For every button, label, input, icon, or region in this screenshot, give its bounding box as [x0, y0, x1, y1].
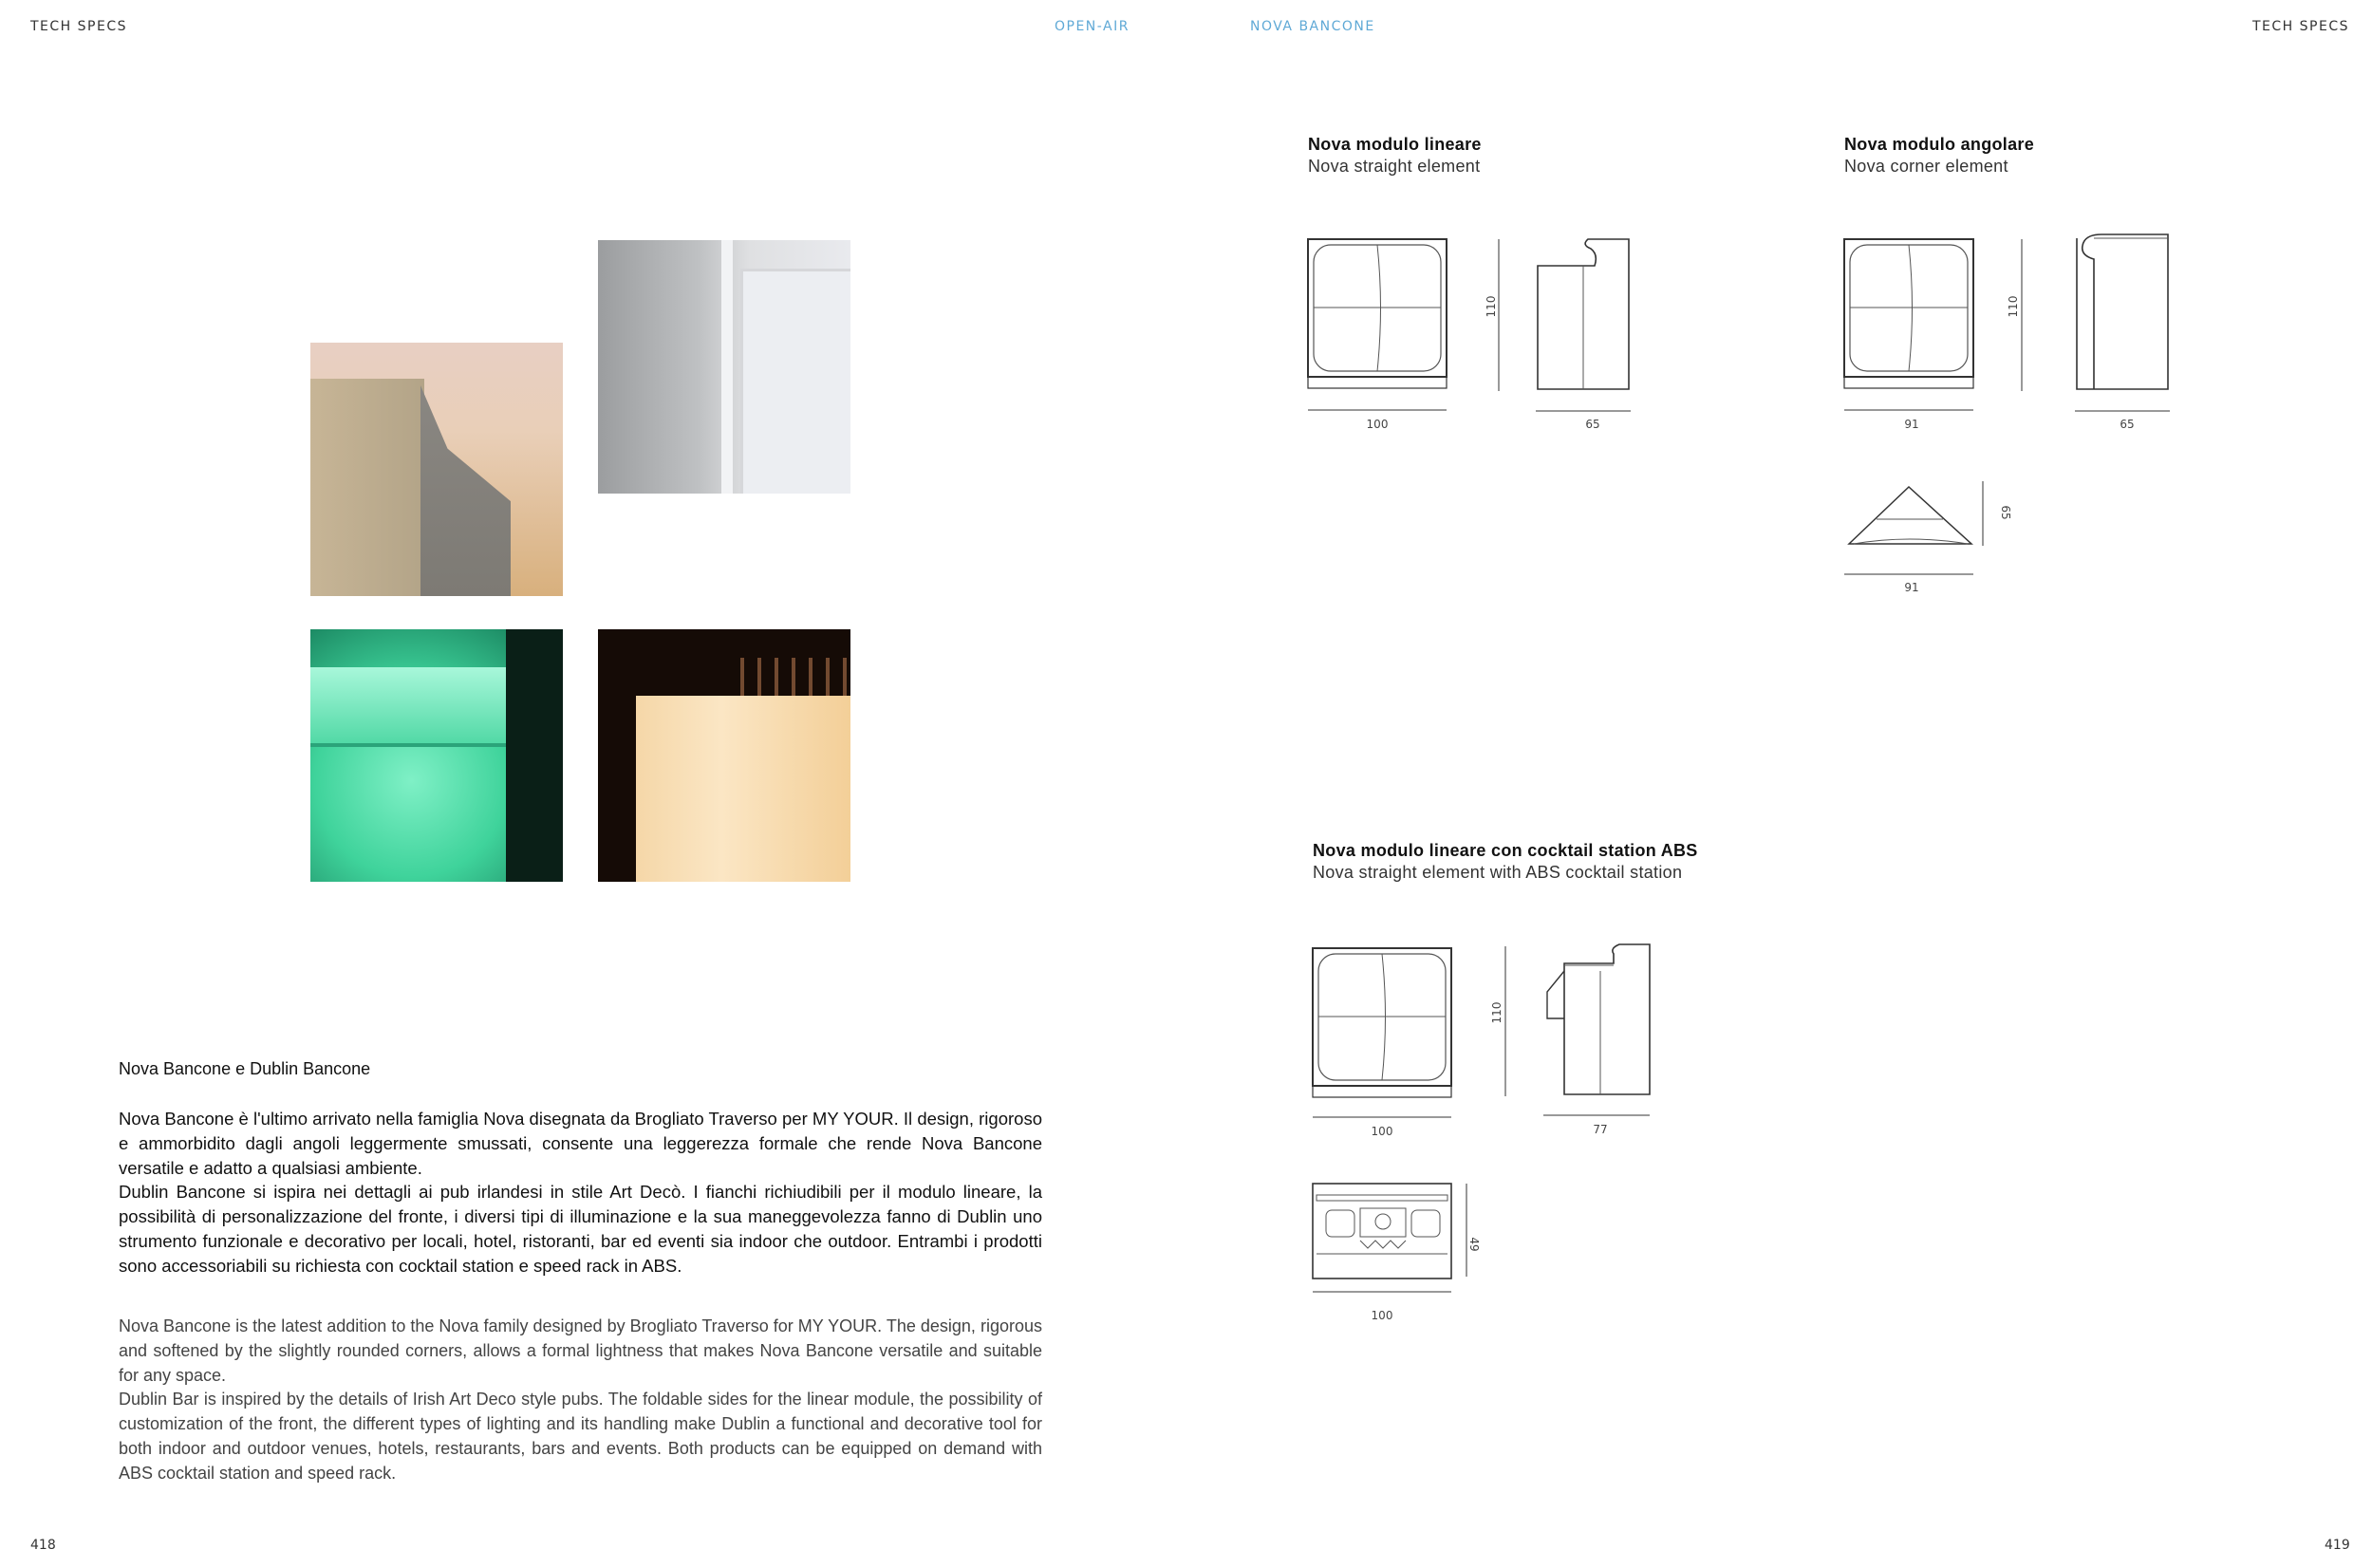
photo-green-lit-counter [310, 629, 563, 882]
english-paragraph-2: Dublin Bar is inspired by the details of Irish Art Deco style pubs. The foldable sides for the linear module, the possibility of customization of the front, the different types of lighting and its handling make Dublin a functional and decorative tool for both indoor and outdoor venues, hotels, restaurants, bars and events. Both products can be equipped on demand with ABS cocktail station and speed rack. [119, 1390, 1042, 1483]
corner-side-drawing [2075, 233, 2172, 418]
spec-corner-subtitle: Nova corner element [1844, 157, 2008, 176]
cocktail-height-line [1504, 946, 1507, 1096]
italian-paragraph-1: Nova Bancone è l'ultimo arrivato nella famiglia Nova disegnata da Brogliato Traverso per MY YOUR. Il design, rigoroso e ammorbidito dagli angoli leggermente smussati, consente una leggerezza formale che rende Nova Bancone versatile e adatto a qualsiasi ambiente. [119, 1109, 1042, 1178]
photo-white-counter-detail [598, 240, 850, 494]
header-left-label: TECH SPECS [30, 19, 127, 34]
italian-paragraph-2: Dublin Bancone si ispira nei dettagli ai pub irlandesi in stile Art Decò. I fianchi richiudibili per il modulo lineare, la possibilità di personalizzazione del fronte, i diversi tipi di illuminazione e la sua maneggevolezza fanno di Dublin uno strumento funzionale e decorativo per locali, hotel, ristoranti, bar ed eventi sia indoor che outdoor. Entrambi i prodotti sono accessoriabili su richiesta con cocktail station e speed rack in ABS. [119, 1182, 1042, 1276]
nav-nova-bancone[interactable]: NOVA BANCONE [1250, 19, 1375, 34]
corner-front-drawing [1844, 237, 1977, 418]
italian-description [119, 1107, 1042, 1279]
linear-side-drawing [1536, 237, 1631, 418]
spec-corner-title: Nova modulo angolare [1844, 135, 2035, 154]
spec-cocktail-subtitle: Nova straight element with ABS cocktail station [1313, 863, 1683, 882]
linear-depth-dim: 65 [1585, 418, 1600, 431]
cocktail-height-dim: 110 [1490, 1001, 1504, 1024]
english-paragraph-1: Nova Bancone is the latest addition to the Nova family designed by Brogliato Traverso for MY YOUR. The design, rigorous and softened by the slightly rounded corners, allows a formal lightness that makes Nova Bancone versatile and suitable for any space. [119, 1316, 1042, 1385]
page-number-right: 419 [2325, 1538, 2350, 1553]
corner-height-line [2020, 239, 2024, 391]
cocktail-top-drawing [1313, 1182, 1474, 1296]
english-description [119, 1315, 1042, 1486]
description-title: Nova Bancone e Dublin Bancone [119, 1059, 371, 1078]
linear-height-dim: 110 [1485, 295, 1498, 318]
cocktail-top-depth-dim: 49 [1467, 1237, 1481, 1252]
spec-linear-title: Nova modulo lineare [1308, 135, 1482, 154]
corner-height-dim: 110 [2007, 295, 2020, 318]
cocktail-width-dim: 100 [1371, 1125, 1393, 1138]
linear-width-dim: 100 [1366, 418, 1389, 431]
spec-linear-subtitle: Nova straight element [1308, 157, 1481, 176]
corner-depth-dim: 65 [2120, 418, 2135, 431]
photo-sunset-counter [310, 343, 563, 596]
header-right-label: TECH SPECS [2252, 19, 2349, 34]
corner-width-dim: 91 [1904, 418, 1919, 431]
linear-front-drawing [1308, 237, 1450, 418]
corner-top-drawing [1844, 479, 1987, 584]
corner-top-depth-dim: 65 [1999, 505, 2012, 520]
photo-warm-lit-counter [598, 629, 850, 882]
cocktail-top-width-dim: 100 [1371, 1309, 1393, 1322]
corner-top-width-dim: 91 [1904, 581, 1919, 594]
spec-cocktail-title: Nova modulo lineare con cocktail station ABS [1313, 841, 1698, 860]
cocktail-side-drawing [1543, 943, 1657, 1123]
nav-open-air[interactable]: OPEN-AIR [1055, 19, 1130, 34]
cocktail-depth-dim: 77 [1593, 1123, 1608, 1136]
cocktail-front-drawing [1313, 946, 1455, 1127]
page-number-left: 418 [30, 1538, 56, 1553]
